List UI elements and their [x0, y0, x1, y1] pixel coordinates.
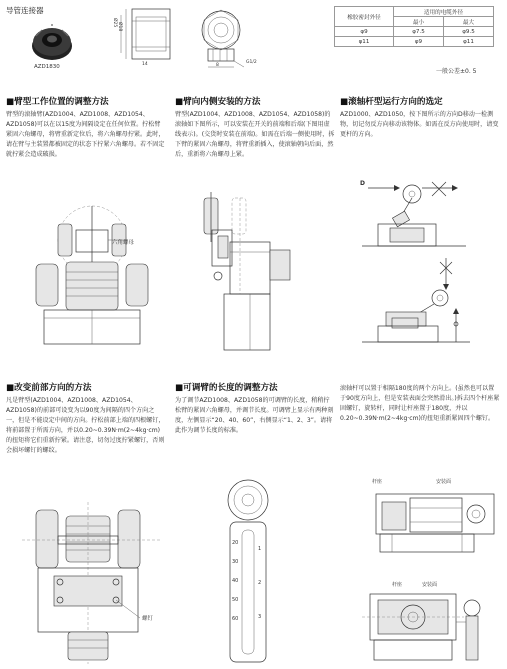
table-cell: φ11	[335, 37, 394, 47]
adjustable-arm-figure	[220, 478, 280, 664]
section-text-roller-direction: AZD1000、AZD1050，按下图所示的方向D移动一检测物，切记勿反方向移动该物体。如需在反方向使用时，请变更杆的方向。	[340, 111, 499, 138]
roller-direction-figure	[360, 168, 500, 368]
scale-tick-label: 20	[232, 540, 239, 546]
scale-tick-label: 50	[232, 597, 239, 603]
scale-tick-label: 60	[232, 616, 239, 622]
table-row	[335, 27, 494, 37]
fig-label-lever-seat: 杆座	[372, 479, 383, 485]
dim-len: 14	[142, 62, 148, 67]
section-title-head-direction: ■改变前部方向的方法	[6, 383, 92, 393]
cable-size-table	[334, 6, 494, 47]
inward-mount-figure	[190, 190, 310, 350]
conduit-title: 导管连接器	[6, 6, 44, 15]
section-text-adjustable-length: 为了调节AZD1008、AZD1058的可调臂的长度，稍稍拧松臂的紧固六角螺母，并调节长度。可调臂上显示有两种刻度，左侧显示“20、40、60”，右侧显示“1、2、3”。请将此作为调节长度的标准。	[175, 397, 334, 434]
table-header-max: 最大	[443, 17, 493, 27]
dim-d1: Ø25	[112, 18, 117, 28]
table-header-group: 适用的电缆外径	[394, 7, 494, 17]
scale-tick-label: 30	[232, 559, 239, 565]
section-text-cover-direction: 滚轴杆可以置于相隔180度的两个方向上。(虽然也可以置于90度方向上，但是安装表面会突然滑出。)拆去四个杆座紧固螺钉，旋转杆，同时让杆座置于180度，并以0.20~0.39N·m(2~4kg·cm)的扭矩重新紧固四个螺钉。	[340, 385, 500, 422]
table-row	[335, 37, 494, 47]
fig-label-screw: 螺钉	[142, 616, 154, 622]
head-direction-figure	[20, 500, 170, 666]
section-title-inward-mount: ■臂向内侧安装的方法	[175, 97, 261, 107]
dim-d2: Ø18	[117, 22, 122, 32]
scale-tick-label: 1	[258, 546, 262, 552]
section-text-arm-position: 臂型的滚轴臂(AZD1004、AZD1008、AZD1054、AZD1058)可以在以15度为间隔设定在任何位置。拧松臂紧固六角螺母，将臂重新定位后，将六角螺母拧紧。此时，请在臂与主装置都被固定的状态下拧紧六角螺母。若不固定就拧紧会造成破损。	[6, 111, 165, 158]
section-title-roller-direction: ■滚轴杆型运行方向的选定	[340, 97, 443, 107]
scale-tick-label: 40	[232, 578, 239, 584]
scale-left	[232, 540, 238, 635]
direction-label: D	[360, 180, 365, 187]
scale-right	[258, 546, 261, 648]
table-cell: φ9	[394, 37, 444, 47]
cover-direction-figure-bottom	[360, 586, 504, 666]
fig-label-lever-seat-2: 杆座	[392, 582, 403, 588]
fig-label-mount-face: 安装面	[436, 479, 452, 485]
table-cell: φ9.5	[443, 27, 493, 37]
fig-label-hex-nut: 六角螺母	[112, 240, 135, 246]
table-cell: φ9	[335, 27, 394, 37]
fig-label-mount-face-2: 安装面	[422, 582, 438, 588]
section-text-head-direction: 凡是臂型(AZD1004、AZD1008、AZD1054、AZD1058)的前部可设变为以90度为间隔的四个方向之一，但是不能设定中间的方向。拧松前部上端的四根螺钉，将前部置于所需方向，并以0.20~0.39N·m(2~4kg·cm)的扭矩将它们重新拧紧。请注意，切勿过度拧紧螺钉，否则会损坏螺钉的螺纹。	[6, 397, 165, 454]
dim-thread: G1/2	[246, 60, 257, 65]
table-header-min: 最小	[394, 17, 444, 27]
scale-tick-label: 2	[258, 580, 262, 586]
tolerance-note: 一般公差±0. 5	[436, 68, 477, 75]
cover-direction-figure-top	[352, 484, 502, 560]
section-title-adjustable-length: ■可调臂的长度的调整方法	[175, 383, 278, 393]
dim-gap: 8	[216, 63, 219, 68]
table-header-seal: 橡胶密封外径	[335, 7, 394, 27]
section-title-arm-position: ■臂型工作位置的调整方法	[6, 97, 109, 107]
table-cell: φ7.5	[394, 27, 444, 37]
scale-tick-label: 3	[258, 614, 262, 620]
conduit-connector-photo	[30, 22, 74, 62]
section-text-inward-mount: 臂型(AZD1004、AZD1008、AZD1054、AZD1058)的滚轴如下图所示，可以安装在开关的前端和后端(下图用虚线表示)。(交货时安装在前端)。如需在后端一侧使用时，拆下臂的紧固六角螺母，将臂重新插入，使滚轴朝向后面，然后，重新将六角螺母上紧。	[175, 111, 335, 158]
table-cell: φ11	[443, 37, 493, 47]
arm-position-figure	[30, 200, 160, 350]
part-code: AZD1830	[34, 64, 60, 70]
